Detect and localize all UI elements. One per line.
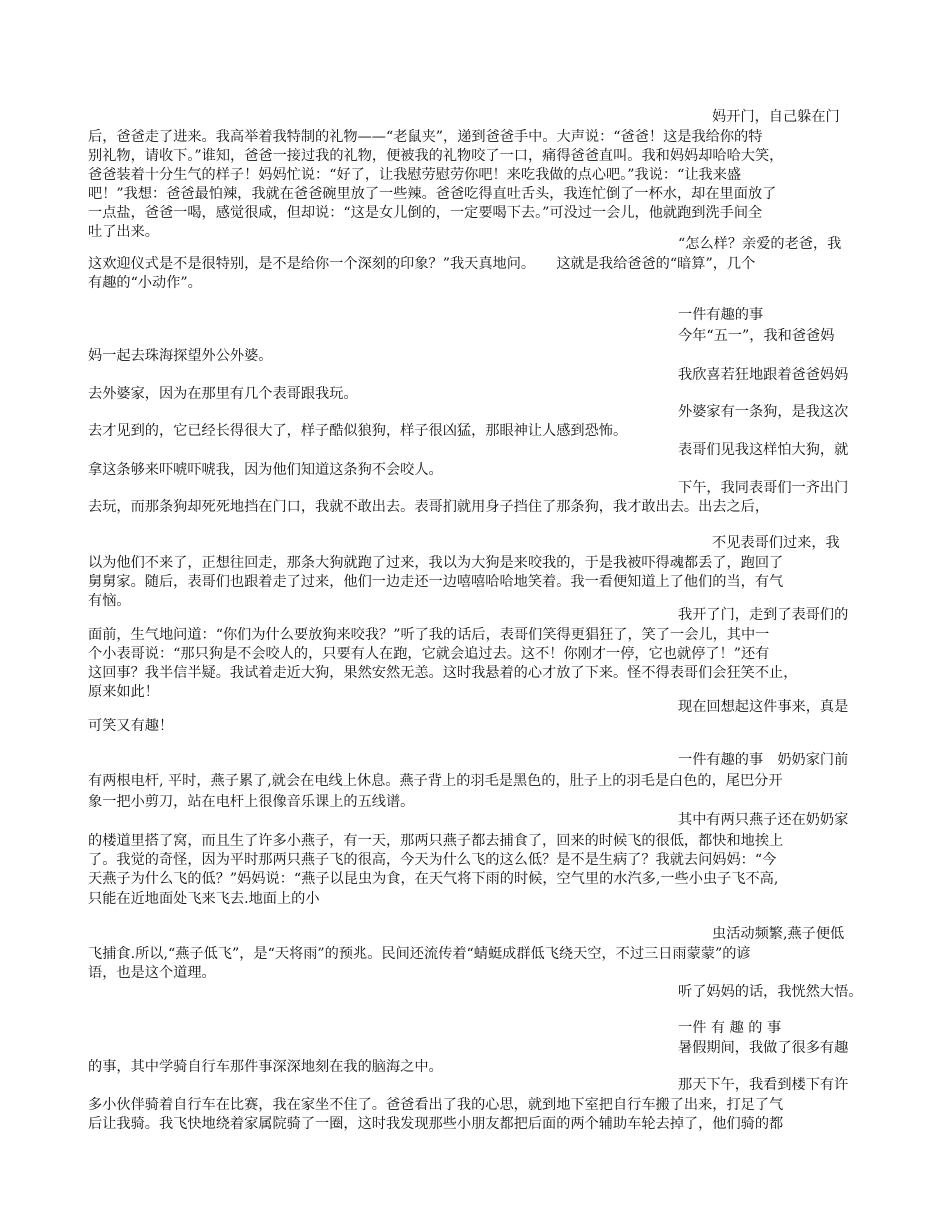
text-line: 面前，生气地问道：“你们为什么要放狗来咬我？”听了我的话后，表哥们笑得更猖狂了，笑了一会儿，其中一 [88, 627, 770, 643]
text-line: 不见表哥们过来，我 [712, 535, 840, 551]
text-line: 多小伙伴骑着自行车在比赛，我在家坐不住了。爸爸看出了我的心思，就到地下室把自行车搬了出来，打足了气 [88, 1097, 784, 1113]
text-line: 妈开门，自己躲在门 [712, 109, 840, 125]
text-line: 听了妈妈的话，我恍然大悟。 [678, 984, 863, 1000]
text-line: 有趣的“小动作”。 [88, 275, 202, 291]
text-line: 飞捕食.所以,“燕子低飞”，是“天将雨”的预兆。民间还流传着“蜻蜓成群低飞绕天空，不过三日雨蒙蒙”的谚 [88, 946, 751, 962]
text-line: 吐了出来。 [88, 224, 159, 240]
text-line: 这欢迎仪式是不是很特别，是不是给你一个深刻的印象？”我天真地问。 这就是我给爸爸的“暗算”，几个 [88, 256, 756, 272]
text-line: 一点盐，爸爸一喝，感觉很咸，但却说：“这是女儿倒的，一定要喝下去。”可没过一会儿，他就跑到洗手间全 [88, 205, 763, 221]
text-line: 那天下午，我看到楼下有许 [678, 1077, 849, 1093]
text-line: 的楼道里搭了窝，而且生了许多小燕子，有一天，那两只燕子都去捕食了，回来的时候飞的很低，都快和地挨上 [88, 833, 784, 849]
text-line: 可笑又有趣！ [88, 718, 174, 734]
text-line: 有恼。 [88, 593, 131, 609]
text-line: 表哥们见我这样怕大狗，就 [678, 442, 849, 458]
text-line: 有两根电杆, 平时，燕子累了,就会在电线上休息。燕子背上的羽毛是黑色的，肚子上的羽毛是白色的，尾巴分开 [88, 773, 783, 789]
text-line: 舅舅家。随后，表哥们也跟着走了过来，他们一边走还一边嘻嘻哈哈地笑着。我一看便知道上了他们的当，有气 [88, 574, 784, 590]
text-line: 个小表哥说：“那只狗是不会咬人的，只要有人在跑，它就会追过去。这不！你刚才一停，它也就停了！”还有 [88, 646, 770, 662]
text-line: 后，爸爸走了进来。我高举着我特制的礼物——“老鼠夹”，递到爸爸手中。大声说：“爸爸！这是我给你的特 [88, 129, 763, 145]
text-line: 外婆家有一条狗，是我这次 [678, 404, 849, 420]
text-line: 原来如此！ [88, 684, 159, 700]
text-line: 虫活动频繁,燕子便低 [712, 926, 845, 942]
text-line: 语，也是这个道理。 [88, 965, 216, 981]
text-line: 我欣喜若狂地跟着爸爸妈妈 [678, 367, 849, 383]
text-line: 拿这条够来吓唬吓唬我，因为他们知道这条狗不会咬人。 [88, 462, 443, 478]
text-line: 今年“五一”，我和爸爸妈 [678, 328, 835, 344]
text-line: 爸爸装着十分生气的样子！妈妈忙说：“好了，让我慰劳慰劳你吧！来吃我做的点心吧。”我说：“让我来盛 [88, 167, 742, 183]
text-line: 只能在近地面处飞来飞去.地面上的小 [88, 891, 320, 907]
text-line: 下午，我同表哥们一齐出门 [678, 480, 849, 496]
section-heading: 一件有趣的事 奶奶家门前 [678, 752, 849, 768]
text-line: 了。我觉的奇怪，因为平时那两只燕子飞的很高，今天为什么飞的这么低？是不是生病了？我就去问妈妈：“今 [88, 852, 777, 868]
text-line: 这回事？我半信半疑。我试着走近大狗，果然安然无恙。这时我悬着的心才放了下来。怪不得表哥们会狂笑不止， [88, 665, 798, 681]
text-line: 其中有两只燕子还在奶奶家 [678, 812, 849, 828]
text-line: 去玩，而那条狗却死死地挡在门口，我就不敢出去。表哥扪就用身子挡住了那条狗，我才敢出去。出去之后， [88, 499, 770, 515]
section-heading: 一件 有 趣 的 事 [678, 1020, 782, 1036]
text-line: 天燕子为什么飞的低？”妈妈说：“燕子以昆虫为食，在天气将下雨的时候，空气里的水汽多,一些小虫子飞不高, [88, 871, 779, 887]
text-line: 去才见到的，它已经长得很大了，样子酷似狼狗，样子很凶猛，那眼神让人感到恐怖。 [88, 423, 628, 439]
text-line: 象一把小剪刀，站在电杆上很像音乐课上的五线谱。 [88, 794, 415, 810]
text-line: 吧！”我想：爸爸最怕辣，我就在爸爸碗里放了一些辣。爸爸吃得直吐舌头，我连忙倒了一杯水，却在里面放了 [88, 186, 777, 202]
text-line: 别礼物，请收下。”谁知，爸爸一接过我的礼物，便被我的礼物咬了一口，痛得爸爸直叫。我和妈妈却哈哈大笑， [88, 148, 784, 164]
text-line: 暑假期间，我做了很多有趣 [678, 1040, 849, 1056]
text-line: 妈一起去珠海探望外公外婆。 [88, 348, 273, 364]
text-line: 以为他们不来了，正想往回走，那条大狗就跑了过来，我以为大狗是来咬我的，于是我被吓得魂都丢了，跑回了 [88, 555, 784, 571]
text-line: 后让我骑。我飞快地绕着家属院骑了一圈，这时我发现那些小朋友都把后面的两个辅助车轮去掉了，他们骑的都 [88, 1116, 784, 1132]
text-line: 的事，其中学骑自行车那件事深深地刻在我的脑海之中。 [88, 1059, 443, 1075]
section-heading: 一件有趣的事 [678, 307, 764, 323]
text-line: “怎么样？亲爱的老爸，我 [678, 236, 842, 252]
text-line: 现在回想起这件事来，真是 [678, 699, 849, 715]
text-line: 我开了门，走到了表哥们的 [678, 607, 849, 623]
text-line: 去外婆家，因为在那里有几个表哥跟我玩。 [88, 386, 358, 402]
